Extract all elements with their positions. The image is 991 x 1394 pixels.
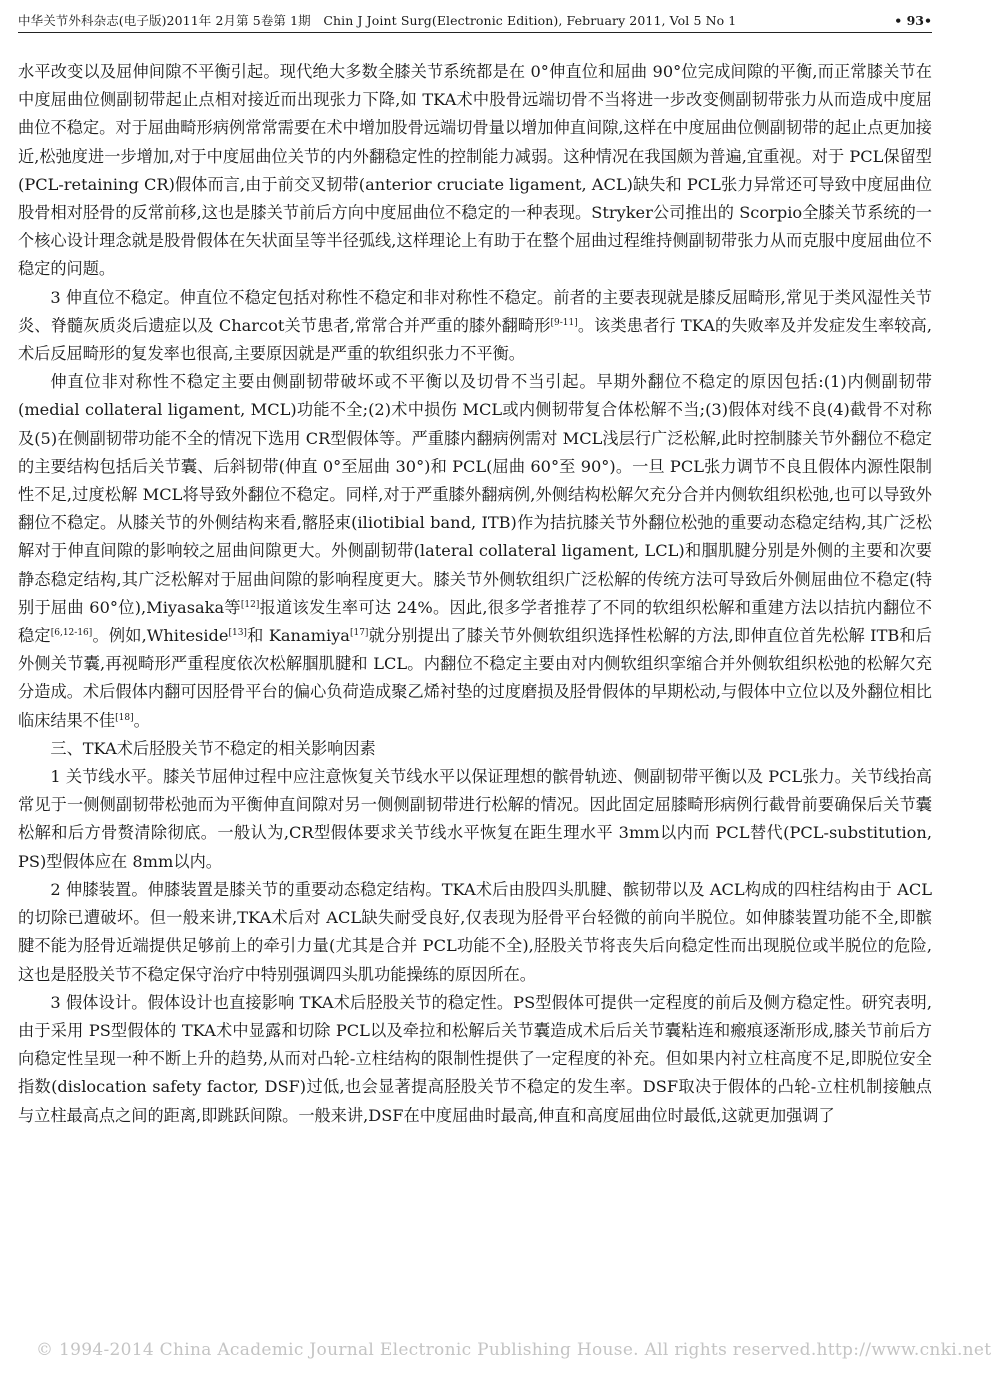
citation: [12]: [240, 599, 260, 610]
paragraph-joint-line: 1 关节线水平。膝关节屈伸过程中应注意恢复关节线水平以保证理想的髌骨轨迹、侧副韧带平衡以及 PCL张力。关节线抬高常见于一侧侧副韧带松弛而为平衡伸直间隙对另一侧侧副韧带进行松解的情况。因此固定屈膝畸形病例行截骨前要确保后关节囊松解和后方骨赘清除彻底。一般认为,CR型假体要求关节线水平恢复在距生理水平 3mm以内而 PCL替代(PCL-substitution, PS)型假体应在 8mm以内。: [18, 767, 932, 871]
paragraph-asymmetric-instability: 伸直位非对称性不稳定主要由侧副韧带破坏或不平衡以及切骨不当引起。早期外翻位不稳定的原因包括:(1)内侧副韧带(medial collateral ligament, MCL)功能不全;(2)术中损伤 MCL或内侧韧带复合体松解不当;(3)假体对线不良(4)截骨不对称及(5)在侧副韧带功能不全的情况下选用 CR型假体等。严重膝内翻病例需对 MCL浅层行广泛松解,此时控制膝关节外翻位不稳定的主要结构包括后关节囊、后斜韧带(伸直 0°至屈曲 30°)和 PCL(屈曲 60°至 90°)。一旦 PCL张力调节不良且假体内源性限制性不足,过度松解 MCL将导致外翻位不稳定。同样,对于严重膝外翻病例,外侧结构松解欠充分合并内侧软组织松弛,也可以导致外翻位不稳定。从膝关节的外侧结构来看,髂胫束(iliotibial band, ITB)作为拮抗膝关节外翻位松弛的重要动态稳定结构,其广泛松解对于伸直间隙的影响较之屈曲间隙更大。外侧副韧带(lateral collateral ligament, LCL)和腘肌腱分别是外侧的主要和次要静态稳定结构,其广泛松解对于屈曲间隙的影响程度更大。膝关节外侧软组织广泛松解的传统方法可导致后外侧屈曲位不稳定(特别于屈曲 60°位),Miyasaka等[12]报道该发生率可达 24%。因此,很多学者推荐了不同的软组织松解和重建方法以拮抗内翻位不稳定[6,12-16]。例如,Whiteside[13]和 Kanamiya[17]就分别提出了膝关节外侧软组织选择性松解的方法,即伸直位首先松解 ITB和后外侧关节囊,再视畸形严重程度依次松解腘肌腱和 LCL。内翻位不稳定主要由对内侧软组织挛缩合并外侧软组织松弛的松解欠充分造成。术后假体内翻可因胫骨平台的偏心负荷造成聚乙烯衬垫的过度磨损及胫骨假体的早期松动,与假体中立位以及外翻位相比临床结果不佳[18]。: [18, 372, 932, 730]
article-body: [18, 58, 932, 1130]
running-header: [18, 10, 932, 33]
page-footer: [36, 1340, 991, 1362]
paragraph-extension-instability: 3 伸直位不稳定。伸直位不稳定包括对称性不稳定和非对称性不稳定。前者的主要表现就是膝反屈畸形,常见于类风湿性关节炎、脊髓灰质炎后遗症以及 Charcot关节患者,常常合并严重的膝外翻畸形[9-11]。该类患者行 TKA的失败率及并发症发生率较高,术后反屈畸形的复发率也很高,主要原因就是严重的软组织张力不平衡。: [18, 287, 932, 364]
citation: [9-11]: [550, 317, 578, 328]
citation: [18]: [115, 712, 134, 723]
page-number: • 93•: [894, 13, 932, 28]
paragraph-prosthesis-design: 3 假体设计。假体设计也直接影响 TKA术后胫股关节的稳定性。PS型假体可提供一定程度的前后及侧方稳定性。研究表明,由于采用 PS型假体的 TKA术中显露和切除 PCL以及牵拉和松解后关节囊造成术后后关节囊粘连和瘢痕逐渐形成,膝关节前后方向稳定性呈现一种不断上升的趋势,从而对凸轮-立柱结构的限制性提供了一定程度的补充。但如果内衬立柱高度不足,即脱位安全指数(dislocation safety factor, DSF)过低,也会显著提高胫股关节不稳定的发生率。DSF取决于假体的凸轮-立柱机制接触点与立柱最高点之间的距离,即跳跃间隙。一般来讲,DSF在中度屈曲时最高,伸直和高度屈曲位时最低,这就更加强调了: [18, 992, 932, 1125]
copyright-notice: © 1994-2014 China Academic Journal Electronic Publishing House. All rights reserved.: [36, 1340, 817, 1360]
citation: [17]: [349, 628, 369, 639]
footer-url: http://www.cnki.net: [816, 1340, 991, 1360]
journal-citation: 中华关节外科杂志(电子版)2011年 2月第 5卷第 1期 Chin J Joint Surg(Electronic Edition), February 2011, Vol 5 No 1: [18, 13, 737, 28]
section-heading: 三、TKA术后胫股关节不稳定的相关影响因素: [50, 738, 376, 758]
paragraph-continued: 水平改变以及屈伸间隙不平衡引起。现代绝大多数全膝关节系统都是在 0°伸直位和屈曲 90°位完成间隙的平衡,而正常膝关节在中度屈曲位侧副韧带起止点相对接近而出现张力下降,如 TKA术中股骨远端切骨不当将进一步改变侧副韧带张力从而造成中度屈曲位不稳定。对于屈曲畸形病例常常需要在术中增加股骨远端切骨量以增加伸直间隙,这样在中度屈曲位侧副韧带的起止点更加接近,松弛度进一步增加,对于中度屈曲位关节的内外翻稳定性的控制能力减弱。这种情况在我国颇为普遍,宜重视。对于 PCL保留型(PCL-retaining CR)假体而言,由于前交叉韧带(anterior cruciate ligament, ACL)缺失和 PCL张力异常还可导致中度屈曲位股骨相对胫骨的反常前移,这也是膝关节前后方向中度屈曲位不稳定的一种表现。Stryker公司推出的 Scorpio全膝关节系统的一个核心设计理念就是股骨假体在矢状面呈等半径弧线,这样理论上有助于在整个屈曲过程维持侧副韧带张力从而克服中度屈曲位不稳定的问题。: [18, 62, 932, 279]
paragraph-extensor-mechanism: 2 伸膝装置。伸膝装置是膝关节的重要动态稳定结构。TKA术后由股四头肌腱、髌韧带以及 ACL构成的四柱结构由于 ACL的切除已遭破坏。但一般来讲,TKA术后对 ACL缺失耐受良好,仅表现为胫骨平台轻微的前向半脱位。如伸膝装置功能不全,即髌腱不能为胫骨近端提供足够前上的牵引力量(尤其是合并 PCL功能不全),胫股关节将丧失后向稳定性而出现脱位或半脱位的危险,这也是胫股关节不稳定保守治疗中特别强调四头肌功能操练的原因所在。: [18, 879, 932, 984]
citation: [13]: [228, 628, 247, 639]
citation: [6,12-16]: [50, 628, 93, 639]
